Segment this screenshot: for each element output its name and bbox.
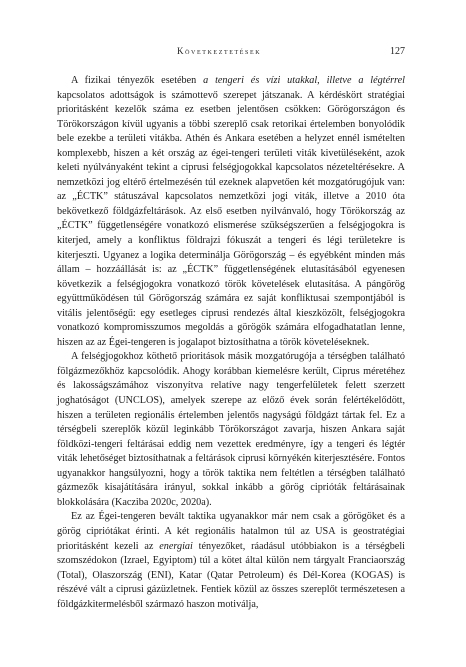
body-text — [57, 74, 405, 612]
running-head — [57, 46, 405, 60]
italic-text-run: a tengeri és vízi utakkal, illetve a légtérrel — [203, 75, 405, 86]
page-number: 127 — [390, 46, 405, 57]
text-run: tényezőket, ráadásul utóbbiakon is a térségbeli szomszédokon (Izrael, Egyiptom) túl a kötet által külön nem tárgyalt Franciaország (Total), Olaszország (ENI), Katar (Qatar Petroleum) és Dél-Korea (KOGAS) is részévé vált a ciprusi gázüzletnek. Fentiek közül az összes szereplőt természetesen a földgázkitermelésből származó haszon motiválja, — [57, 540, 405, 610]
paragraph — [57, 74, 405, 350]
text-run: Ez az Égei-tengeren bevált taktika ugyanakkor már nem csak a görögöket és a görög cipriótákat érinti. A két regionális hatalmon túl az USA is geostratégiai prioritásként kezeli az — [57, 511, 405, 552]
running-title: Következtetések — [177, 46, 262, 56]
paragraph — [57, 510, 405, 612]
italic-text-run: energiai — [159, 540, 193, 552]
paragraph — [57, 350, 405, 510]
text-run: A fizikai tényezők esetében — [71, 75, 204, 86]
text-run: kapcsolatos adottságok is számottevő szerepet játszanak. A kérdéskört stratégiai prioritásként kezelők száma ez esetben jelentősen csökken: Görögországon és Törökországon kívül ugyanis a többi szereplő csak retorikai értelemben bonyolódik bele ezekbe a területi vitákba. Athén és Ankara esetében a helyzet ennél ismételten komplexebb, hiszen a két ország az égei-tengeri területi viták kivetüléseként, azok keleti nyúlványaként tekint a ciprusi felségjogokkal kapcsolatos nézeteltérésekre. A nemzetközi jog eltérő értelmezésén túl ezeknek alapvetően két mozgatórugójuk van: az „ÉCTK” státuszával kapcsolatos nemzetközi jogi viták, illetve a 2010 óta bekövetkező földgázfeltárások. Az első esetben nyilvánvaló, hogy Törökország az „ÉCTK” függetlenségére vonatkozó elismerése szükségszerűen a felségjogokra is kiterjed, amely a konfliktus földrajzi fókuszát a tengeri és légi területekre is kiterjeszti. Ugyanez a logika determinálja Görögország – és egyébként minden más állam – hozzáállását is: az „ÉCTK” függetlenségének elutasításából egyenesen következik a felségjogokra vonatkozó török követelések elutasítása. A pángörög együttműködésen túl Görögország számára ez saját konfliktusai szempontjából is vitális jelentőségű: egy esetleges ciprusi rendezés által kieszközölt, felségjogokra vonatkozó kompromisszumos megoldás a görögök számára elfogadhatatlan lenne, hiszen az az Égei-tengeren is jogalapot biztosíthatna a török követeléseknek. — [57, 89, 405, 348]
text-run: A felségjogokhoz köthető prioritások másik mozgatórugója a térségben található fölgázmezőkhöz kapcsolódik. Ahogy korábban kiemelésre került, Ciprus méretéhez és lakosságszámához viszonyítva relatíve nagy tengerfelületek felett szerzett joghatóságot (UNCLOS), amelyek szerepe az előző évek során felértékelődött, hiszen a területen regionális értelemben jelentős nagyságú földgázt tártak fel. Ez a térségbeli szereplők közül leginkább Törökországot zavarja, hiszen Ankara saját földközi-tengeri feltárásai eddig nem vezettek eredményre, így a tengeri és légtér viták lehetőséget biztosíthatnak a feltárások ciprusi környékén kiterjesztésére. Fontos ugyanakkor hangsúlyozni, hogy a török taktika nem feltétlen a térségben található gázmezők kisajátítására irányul, sokkal inkább a görög ciprióták feltárásainak blokkolására (Kacziba 2020c, 2020a). — [57, 351, 405, 508]
